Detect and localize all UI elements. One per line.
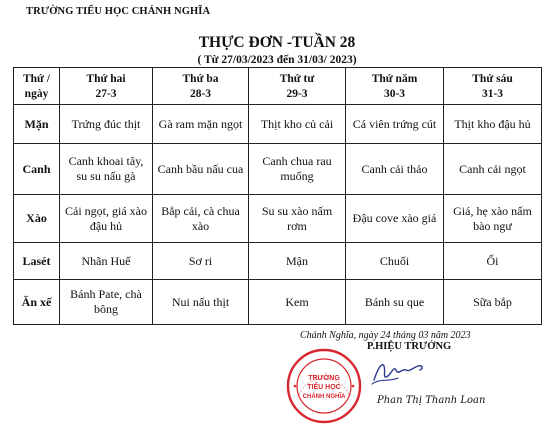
row-label: Canh bbox=[14, 144, 60, 195]
day-name: Thứ năm bbox=[371, 73, 418, 85]
menu-cell: Giá, hẹ xào nấm bào ngư bbox=[444, 195, 542, 243]
menu-cell: Cải ngọt, giá xào đậu hủ bbox=[60, 195, 153, 243]
menu-cell: Bánh Pate, chà bông bbox=[60, 280, 153, 325]
day-date: 27-3 bbox=[95, 88, 117, 100]
menu-cell: Thịt kho củ cải bbox=[249, 105, 346, 144]
day-name: Thứ sáu bbox=[472, 73, 513, 85]
menu-cell: Canh cải ngọt bbox=[444, 144, 542, 195]
menu-cell: Canh bầu nấu cua bbox=[153, 144, 249, 195]
stamp-line-3: CHÁNH NGHĨA bbox=[302, 394, 346, 400]
corner-header bbox=[14, 68, 60, 105]
date-range: ( Từ 27/03/2023 đến 31/03/ 2023) bbox=[197, 54, 357, 66]
day-date: 29-3 bbox=[286, 88, 308, 100]
day-header-wednesday bbox=[249, 68, 346, 105]
menu-cell: Sữa bắp bbox=[444, 280, 542, 325]
day-name: Thứ hai bbox=[86, 73, 126, 85]
menu-cell: Chuối bbox=[346, 243, 444, 280]
menu-cell: Thịt kho đậu hủ bbox=[444, 105, 542, 144]
day-name: Thứ ba bbox=[182, 73, 219, 85]
menu-cell: Sơ ri bbox=[153, 243, 249, 280]
school-stamp-icon bbox=[285, 347, 363, 425]
menu-cell: Cá viên trứng cút bbox=[346, 105, 444, 144]
menu-cell: Canh chua rau muống bbox=[249, 144, 346, 195]
corner-bottom: ngày bbox=[24, 88, 49, 100]
row-label: Xào bbox=[14, 195, 60, 243]
table-row bbox=[14, 144, 542, 195]
menu-cell: Bánh su que bbox=[346, 280, 444, 325]
row-label: Ăn xế bbox=[14, 280, 60, 325]
school-name: TRƯỜNG TIỂU HỌC CHÁNH NGHĨA bbox=[26, 6, 211, 17]
stamp-line-1: TRƯỜNG bbox=[308, 375, 340, 382]
menu-cell: Nui nấu thịt bbox=[153, 280, 249, 325]
menu-cell: Kem bbox=[249, 280, 346, 325]
row-label: Lasét bbox=[14, 243, 60, 280]
row-label: Mặn bbox=[14, 105, 60, 144]
day-date: 31-3 bbox=[481, 88, 504, 100]
menu-cell: Nhãn Huế bbox=[60, 243, 153, 280]
menu-cell: Đậu cove xào giá bbox=[346, 195, 444, 243]
menu-cell: Bắp cải, cà chua xào bbox=[153, 195, 249, 243]
day-header-monday bbox=[60, 68, 153, 105]
menu-cell: Trứng đúc thịt bbox=[60, 105, 153, 144]
table-row bbox=[14, 280, 542, 325]
day-header-tuesday bbox=[153, 68, 249, 105]
menu-cell: Gà ram mặn ngọt bbox=[153, 105, 249, 144]
day-date: 28-3 bbox=[189, 88, 212, 100]
table-row bbox=[14, 105, 542, 144]
menu-cell: Canh cải thảo bbox=[346, 144, 444, 195]
signer-role: P.HIỆU TRƯỞNG bbox=[367, 341, 452, 352]
table-header-row bbox=[14, 68, 542, 105]
menu-title: THỰC ĐƠN -TUẦN 28 bbox=[198, 34, 356, 51]
day-name: Thứ tư bbox=[279, 73, 315, 85]
place-date: Chánh Nghĩa, ngày 24 tháng 03 năm 2023 bbox=[300, 330, 471, 341]
corner-top: Thứ / bbox=[22, 73, 51, 85]
stamp-line-2: TIỂU HỌC bbox=[307, 384, 341, 391]
day-date: 30-3 bbox=[383, 88, 406, 100]
table-row bbox=[14, 195, 542, 243]
weekly-menu-table bbox=[13, 67, 542, 325]
day-header-thursday bbox=[346, 68, 444, 105]
handwritten-signature bbox=[368, 356, 428, 388]
menu-cell: Ổi bbox=[444, 243, 542, 280]
menu-cell: Mận bbox=[249, 243, 346, 280]
table-row bbox=[14, 243, 542, 280]
menu-cell: Su su xào nấm rơm bbox=[249, 195, 346, 243]
day-header-friday bbox=[444, 68, 542, 105]
signer-name: Phan Thị Thanh Loan bbox=[377, 395, 486, 406]
menu-cell: Canh khoai tây, su su nấu gà bbox=[60, 144, 153, 195]
